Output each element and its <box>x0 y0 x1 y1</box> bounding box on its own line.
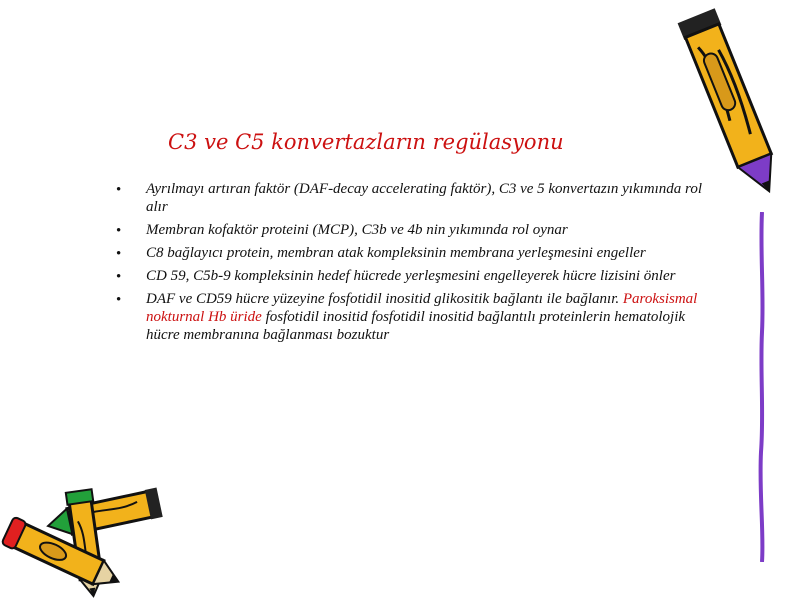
decorative-line <box>757 212 767 562</box>
bullet-dot: • <box>116 223 122 239</box>
bullet-item <box>112 244 712 262</box>
bullet-item <box>112 267 712 285</box>
bullet-dot: • <box>116 182 122 198</box>
bullet-item <box>112 180 712 216</box>
bullet-text-before: DAF ve CD59 hücre yüzeyine fosfotidil inositid glikositik bağlantı ile bağlanır. <box>146 291 623 307</box>
slide-title: C3 ve C5 konvertazların regülasyonu <box>168 130 564 154</box>
bullet-dot: • <box>116 246 122 262</box>
bullet-dot: • <box>116 269 122 285</box>
bullet-text-after: fosfotidil inositid fosfotidil inositid bağlantılı proteinlerin hematolojik hücre membranına bağlanması bozuktur <box>146 309 686 343</box>
bullet-text: Ayrılmayı artıran faktör (DAF-decay accelerating faktör), C3 ve 5 konvertazın yıkımında rol alır <box>146 181 702 215</box>
pencil-icon <box>668 0 788 200</box>
bullet-dot: • <box>116 292 122 308</box>
bullet-text: C8 bağlayıcı protein, membran atak kompleksinin membrana yerleşmesini engeller <box>146 245 646 261</box>
bullet-item <box>112 290 712 344</box>
bullet-text: CD 59, C5b-9 kompleksinin hedef hücrede yerleşmesini engelleyerek hücre lizisini önler <box>146 268 676 284</box>
bullet-text: Membran kofaktör proteini (MCP), C3b ve 4b nin yıkımında rol oynar <box>146 222 568 238</box>
bullet-text-highlight: Paroksismal nokturnal Hb üride <box>146 291 698 325</box>
bullet-item <box>112 221 712 239</box>
pencil-icon <box>0 480 170 600</box>
bullet-list <box>112 180 712 349</box>
